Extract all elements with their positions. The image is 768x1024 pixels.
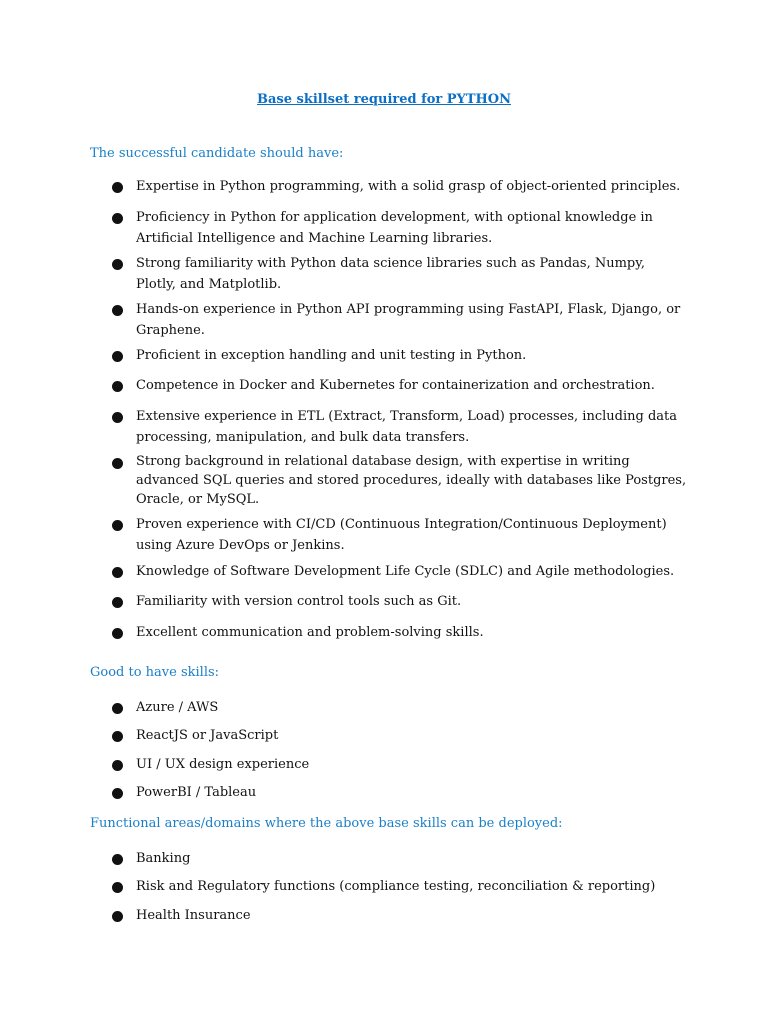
bullet-icon	[112, 458, 123, 469]
document-page: Base skillset required for PYTHON The successful candidate should have: Expertise in Python programming, with a solid grasp of object-oriented principles. Proficiency in Python for application development, with optional knowledge in Artificial Intelligence and Machine Learning libraries. Strong familiarity with Python data science libraries such as Pandas, Numpy, Plotly, and Matplotlib. Hands-on experience in Python API programming using FastAPI, Flask, Django, or Graphene. Proficient in exception handling and unit testing in Python. Competence in Docker and Kubernetes for containerization and orchestration. Extensive experience in ETL (Extract, Transform, Load) processes, including data processing, manipulation, and bulk data transfers. Strong background in relational database design, with expertise in writing advanced SQL queries and stored procedures, ideally with databases like Postgres, Oracle, or MySQL. Proven experience with CI/CD (Continuous Integration/Continuous Deployment) using Azure DevOps or Jenkins. Knowledge of Software Development Life Cycle (SDLC) and Agile methodologies. Familiarity with version control tools such as Git. Excellent communication and problem-solving skills. Good to have skills: Azure / AWS ReactJS or JavaScript UI / UX design experience PowerBI / Tableau Functional areas/domains where the above base skills can be deployed: Banking Risk and Regulatory functions (compliance testing, reconciliation & reporting) Health Insurance	[0, 0, 768, 1024]
section-heading-required: The successful candidate should have:	[90, 146, 344, 161]
bullet-icon	[112, 854, 123, 865]
bullet-icon	[112, 628, 123, 639]
section-heading-good-to-have: Good to have skills:	[90, 665, 220, 680]
bullet-icon	[112, 381, 123, 392]
bullet-icon	[112, 182, 123, 193]
bullet-icon	[112, 882, 123, 893]
bullet-icon	[112, 213, 123, 224]
section-heading-domains: Functional areas/domains where the above base skills can be deployed:	[90, 816, 563, 831]
bullet-icon	[112, 731, 123, 742]
bullet-icon	[112, 911, 123, 922]
document-title: Base skillset required for PYTHON	[257, 92, 511, 107]
bullet-icon	[112, 412, 123, 423]
bullet-icon	[112, 760, 123, 771]
bullet-icon	[112, 259, 123, 270]
bullet-icon	[112, 567, 123, 578]
bullet-icon	[112, 351, 123, 362]
bullet-icon	[112, 703, 123, 714]
bullet-icon	[112, 788, 123, 799]
bullet-icon	[112, 520, 123, 531]
bullet-icon	[112, 305, 123, 316]
bullet-icon	[112, 597, 123, 608]
